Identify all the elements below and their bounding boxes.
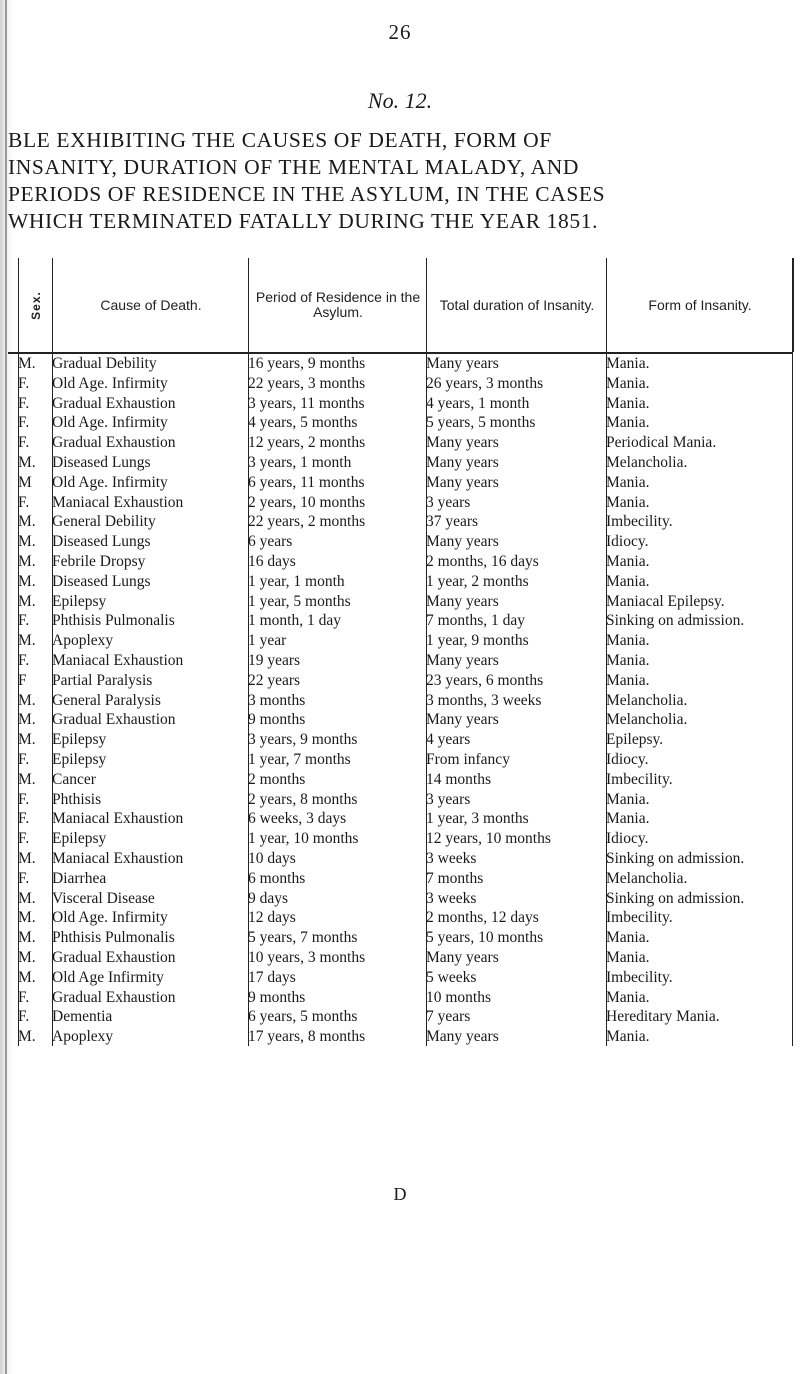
table-row [8,413,792,433]
row-period: 3 years, 9 months [248,731,358,749]
row-form: Mania. [606,790,650,808]
row-duration: Many years [426,948,499,966]
row-form: Sinking on admission. [606,612,745,630]
row-form: Mania. [606,355,650,372]
row-sex: M. [18,691,36,709]
row-period: 9 months [248,711,306,729]
row-cause: Old Age. Infirmity [52,374,168,392]
row-period: 9 days [248,889,289,907]
row-duration: 10 months [426,988,492,1006]
row-duration: 7 months, 1 day [426,612,526,630]
signature-mark: D [393,1184,407,1204]
row-duration: Many years [426,434,499,452]
column-header-cause: Cause of Death. [52,258,249,352]
row-sex: F. [18,750,30,768]
row-period: 1 year, 10 months [248,830,359,848]
row-duration: 1 year, 9 months [426,632,529,650]
row-sex: M. [18,770,36,788]
row-period: 1 year, 7 months [248,750,351,768]
row-duration: Many years [426,1028,499,1046]
table-row [8,849,792,869]
row-duration: Many years [426,533,499,551]
row-period: 19 years [248,651,301,669]
heading-line-2: INSANITY, DURATION OF THE MENTAL MALADY, AND [8,155,579,179]
heading-line-3: PERIODS OF RESIDENCE IN THE ASYLUM, IN THE CASES [8,182,606,206]
row-period: 22 years, 2 months [248,513,366,531]
row-form: Mania. [606,988,650,1006]
row-cause: Phthisis Pulmonalis [52,929,175,947]
row-duration: 1 year, 2 months [426,572,529,590]
row-form: Mania. [606,374,650,392]
row-sex: F. [18,810,30,828]
column-header-period: Period of Residence in the Asylum. [248,258,427,352]
table-row [8,968,792,988]
table-row [8,908,792,928]
table-row [8,552,792,572]
row-sex: M. [18,849,36,867]
row-sex: F. [18,869,30,887]
row-cause: Partial Paralysis [52,671,153,689]
row-sex: F. [18,414,30,432]
table-row [8,394,792,414]
row-cause: Apoplexy [52,632,114,650]
table-body [8,354,792,1047]
table-row [8,671,792,691]
row-duration: 7 months [426,869,484,887]
row-duration: Many years [426,651,499,669]
row-duration: Many years [426,355,499,372]
row-period: 6 years [248,533,293,551]
row-sex: M. [18,711,36,729]
row-duration: 2 months, 16 days [426,552,539,570]
table-row [8,512,792,532]
row-cause: Old Age Infirmity [52,968,164,986]
table-row [8,691,792,711]
binding-edge [5,0,7,1374]
row-form: Melancholia. [606,711,688,729]
row-period: 1 month, 1 day [248,612,341,630]
row-cause: Gradual Debility [52,355,157,372]
row-form: Mania. [606,810,650,828]
table-row [8,730,792,750]
row-form: Imbecility. [606,968,673,986]
row-duration: Many years [426,592,499,610]
row-period: 4 years, 5 months [248,414,358,432]
row-sex: F. [18,374,30,392]
table-number: No. 12. [367,88,433,113]
row-sex: F. [18,493,30,511]
row-sex: F. [18,830,30,848]
table-row [8,453,792,473]
row-form: Epilepsy. [606,731,664,749]
row-sex: M. [18,355,36,372]
row-cause: Visceral Disease [52,889,155,907]
row-sex: M [18,473,32,491]
table-row [8,1027,792,1047]
row-form: Mania. [606,632,650,650]
row-duration: 23 years, 6 months [426,671,544,689]
table-row [8,493,792,513]
row-cause: Febrile Dropsy [52,552,146,570]
row-form: Mania. [606,651,650,669]
table-row [8,1007,792,1027]
row-cause: Apoplexy [52,1028,114,1046]
row-period: 6 years, 5 months [248,1008,358,1026]
row-sex: F. [18,988,30,1006]
table-row [8,948,792,968]
row-form: Mania. [606,394,650,412]
row-duration: Many years [426,711,499,729]
row-form: Melancholia. [606,453,688,471]
row-duration: Many years [426,453,499,471]
row-period: 22 years [248,671,301,689]
column-header-form: Form of Insanity. [606,258,794,352]
row-period: 2 years, 8 months [248,790,358,808]
row-cause: Old Age. Infirmity [52,473,168,491]
row-period: 10 days [248,849,296,867]
table-row [8,631,792,651]
row-form: Imbecility. [606,909,673,927]
row-period: 17 days [248,968,296,986]
table-row [8,532,792,552]
row-form: Idiocy. [606,830,649,848]
table-row [8,374,792,394]
row-form: Mania. [606,473,650,491]
row-sex: M. [18,453,36,471]
row-period: 3 years, 1 month [248,453,352,471]
row-form: Mania. [606,929,650,947]
row-cause: Gradual Exhaustion [52,711,176,729]
row-cause: Epilepsy [52,830,107,848]
heading-line-4: WHICH TERMINATED FATALLY DURING THE YEAR 1851. [8,209,599,233]
table-row [8,869,792,889]
row-duration: 3 years [426,493,471,511]
row-duration: 1 year, 3 months [426,810,529,828]
row-cause: Gradual Exhaustion [52,434,176,452]
row-sex: F. [18,1008,30,1026]
column-header-duration: Total duration of Insanity. [426,258,607,352]
row-duration: 3 months, 3 weeks [426,691,542,709]
row-duration: 26 years, 3 months [426,374,544,392]
row-period: 6 years, 11 months [248,473,365,491]
row-period: 17 years, 8 months [248,1028,366,1046]
row-sex: M. [18,592,36,610]
column-header-sex-label: Sex. [28,290,43,320]
row-sex: M. [18,632,36,650]
row-sex: M. [18,968,36,986]
table-row [8,710,792,730]
row-sex: M. [18,948,36,966]
row-duration: 5 years, 10 months [426,929,544,947]
row-cause: Phthisis [52,790,102,808]
row-cause: Diseased Lungs [52,453,151,471]
row-form: Imbecility. [606,770,673,788]
row-cause: Old Age. Infirmity [52,909,168,927]
row-duration: 3 years [426,790,471,808]
row-duration: From infancy [426,750,510,768]
row-sex: M. [18,572,36,590]
row-cause: Epilepsy [52,592,107,610]
row-form: Melancholia. [606,869,688,887]
row-cause: Diseased Lungs [52,572,151,590]
row-duration: 37 years [426,513,479,531]
table-row [8,433,792,453]
row-duration: 4 years [426,731,471,749]
row-cause: Maniacal Exhaustion [52,849,184,867]
row-cause: Maniacal Exhaustion [52,493,184,511]
row-cause: Diseased Lungs [52,533,151,551]
row-duration: 7 years [426,1008,471,1026]
row-period: 1 year, 5 months [248,592,351,610]
row-form: Melancholia. [606,691,688,709]
row-form: Mania. [606,493,650,511]
row-period: 10 years, 3 months [248,948,366,966]
row-sex: F. [18,612,30,630]
table-row [8,889,792,909]
row-duration: 12 years, 10 months [426,830,551,848]
table-row [8,829,792,849]
table-row [8,592,792,612]
row-duration: Many years [426,473,499,491]
row-sex: F. [18,434,30,452]
table-row [8,572,792,592]
column-header-sex [18,258,53,352]
row-sex: M. [18,533,36,551]
row-sex: F. [18,651,30,669]
row-cause: General Debility [52,513,156,531]
column-divider [792,258,793,1046]
row-period: 16 years, 9 months [248,355,366,372]
row-form: Sinking on admission. [606,889,745,907]
table-row [8,809,792,829]
row-form: Mania. [606,671,650,689]
row-form: Mania. [606,948,650,966]
row-period: 16 days [248,552,296,570]
row-cause: General Paralysis [52,691,161,709]
row-period: 2 months [248,770,306,788]
row-cause: Diarrhea [52,869,107,887]
page-number: 26 [388,20,412,44]
row-cause: Maniacal Exhaustion [52,651,184,669]
row-period: 6 months [248,869,306,887]
row-form: Mania. [606,1028,650,1046]
row-period: 1 year [248,632,287,650]
row-cause: Epilepsy [52,731,107,749]
row-form: Idiocy. [606,533,649,551]
row-form: Mania. [606,414,650,432]
row-cause: Gradual Exhaustion [52,948,176,966]
row-form: Periodical Mania. [606,434,717,452]
row-duration: 14 months [426,770,492,788]
row-sex: M. [18,552,36,570]
row-period: 3 months [248,691,306,709]
row-cause: Gradual Exhaustion [52,988,176,1006]
heading-line-1: BLE EXHIBITING THE CAUSES OF DEATH, FORM OF [8,128,552,152]
row-sex: M. [18,909,36,927]
row-cause: Phthisis Pulmonalis [52,612,175,630]
table-heading [8,127,798,235]
table-row [8,651,792,671]
row-duration: 3 weeks [426,889,477,907]
row-period: 12 years, 2 months [248,434,366,452]
row-duration: 3 weeks [426,849,477,867]
table-row [8,770,792,790]
row-sex: M. [18,889,36,907]
row-period: 22 years, 3 months [248,374,366,392]
row-cause: Dementia [52,1008,113,1026]
row-period: 3 years, 11 months [248,394,365,412]
row-cause: Old Age. Infirmity [52,414,168,432]
row-form: Mania. [606,572,650,590]
table-row [8,611,792,631]
row-period: 5 years, 7 months [248,929,358,947]
row-sex: F. [18,394,30,412]
row-period: 1 year, 1 month [248,572,345,590]
table-row [8,928,792,948]
row-duration: 4 years, 1 month [426,394,530,412]
row-cause: Gradual Exhaustion [52,394,176,412]
row-cause: Cancer [52,770,96,788]
row-cause: Maniacal Exhaustion [52,810,184,828]
row-duration: 2 months, 12 days [426,909,539,927]
row-cause: Epilepsy [52,750,107,768]
row-period: 2 years, 10 months [248,493,366,511]
row-sex: F [18,671,27,689]
table-row [8,473,792,493]
row-sex: M. [18,1028,36,1046]
row-sex: F. [18,790,30,808]
row-period: 12 days [248,909,296,927]
table-row [8,988,792,1008]
row-sex: M. [18,513,36,531]
row-form: Imbecility. [606,513,673,531]
row-sex: M. [18,731,36,749]
row-form: Hereditary Mania. [606,1008,720,1026]
row-form: Maniacal Epilepsy. [606,592,725,610]
row-period: 9 months [248,988,306,1006]
row-form: Mania. [606,552,650,570]
row-form: Idiocy. [606,750,649,768]
table-row [8,354,792,374]
table-row [8,750,792,770]
row-sex: M. [18,929,36,947]
table-row [8,790,792,810]
row-period: 6 weeks, 3 days [248,810,347,828]
row-duration: 5 weeks [426,968,477,986]
row-duration: 5 years, 5 months [426,414,536,432]
row-form: Sinking on admission. [606,849,745,867]
